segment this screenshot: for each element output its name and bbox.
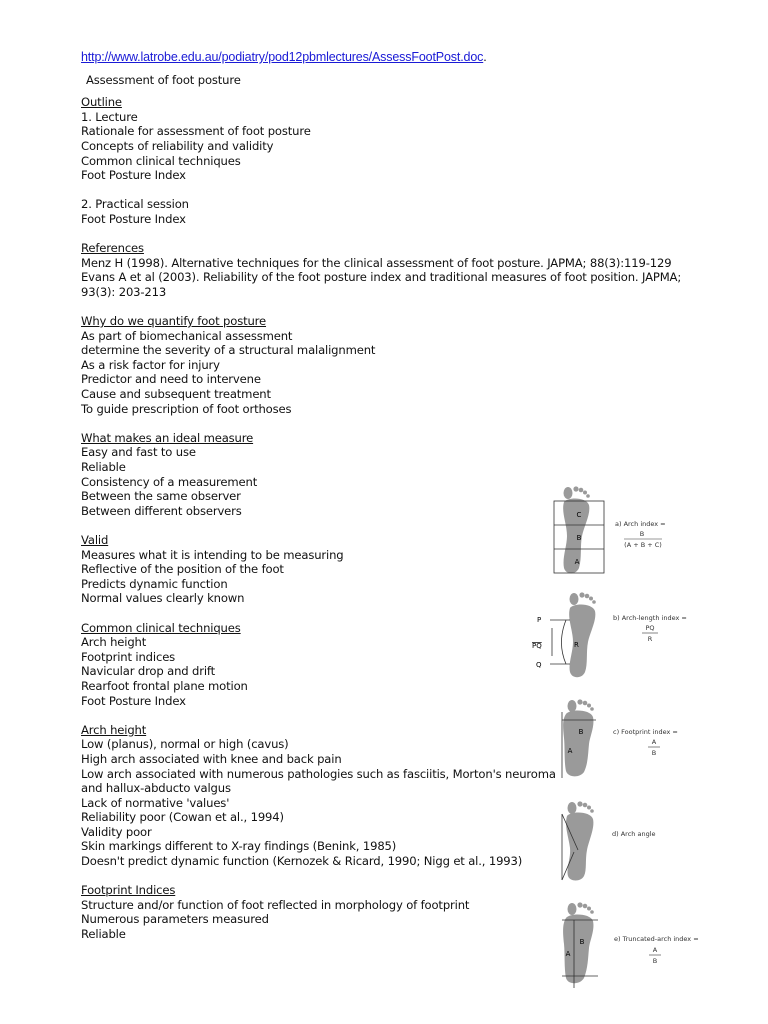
source-url-line <box>81 50 701 65</box>
arch-height-line: Lack of normative 'values' <box>81 795 230 810</box>
figure-arch-length-index <box>530 590 705 682</box>
formula-denominator: R <box>647 635 653 643</box>
caption-arch-angle: d) Arch angle <box>612 830 656 838</box>
why-line: To guide prescription of foot orthoses <box>81 401 292 416</box>
page-title: Assessment of foot posture <box>86 72 241 87</box>
label-a: A <box>567 747 573 755</box>
formula-denominator: (A + B + C) <box>624 541 662 549</box>
outline-line: Concepts of reliability and validity <box>81 138 274 153</box>
label-q: Q <box>536 661 542 669</box>
label-a: A <box>565 950 571 958</box>
reference-item: Menz H (1998). Alternative techniques for the clinical assessment of foot posture. JAPMA; 88(3):119-129 <box>81 255 672 270</box>
arch-height-line: Doesn't predict dynamic function (Kernozek & Ricard, 1990; Nigg et al., 1993) <box>81 854 523 869</box>
label-b: B <box>579 938 585 946</box>
ideal-line: Reliable <box>81 460 126 475</box>
caption-footprint-index: c) Footprint index = <box>613 728 678 736</box>
formula-numerator: A <box>652 946 658 954</box>
valid-line: Measures what it is intending to be measuring <box>81 547 344 562</box>
outline-line: Rationale for assessment of foot posture <box>81 124 311 139</box>
label-c: C <box>576 511 582 519</box>
label-r: R <box>574 641 579 649</box>
references-heading: References <box>81 241 144 256</box>
clinical-heading: Common clinical techniques <box>81 620 241 635</box>
label-b: B <box>578 728 584 736</box>
source-url-link[interactable]: http://www.latrobe.edu.au/podiatry/pod12pbmlectures/AssessFootPost.doc <box>81 50 484 64</box>
arch-height-line: High arch associated with knee and back pain <box>81 751 342 766</box>
formula-numerator: PQ <box>645 624 655 632</box>
outline-line: Common clinical techniques <box>81 153 241 168</box>
ideal-line: Between different observers <box>81 503 242 518</box>
ideal-line: Consistency of a measurement <box>81 474 258 489</box>
caption-arch-length-index: b) Arch-length index = <box>613 614 687 622</box>
label-p: P <box>537 616 542 624</box>
footprint-line: Structure and/or function of foot reflected in morphology of footprint <box>81 897 470 912</box>
footprint-graphic <box>569 592 596 677</box>
figure-arch-angle <box>548 800 708 882</box>
clinical-line: Rearfoot frontal plane motion <box>81 678 248 693</box>
why-line: determine the severity of a structural malalignment <box>81 343 376 358</box>
arch-height-line: Validity poor <box>81 824 152 839</box>
outline-line: 2. Practical session <box>81 197 189 212</box>
arch-height-line: Low arch associated with numerous pathologies such as fasciitis, Morton's neuroma <box>81 766 556 781</box>
footprint-heading: Footprint Indices <box>81 883 176 898</box>
clinical-line: Foot Posture Index <box>81 693 186 708</box>
valid-line: Reflective of the position of the foot <box>81 562 284 577</box>
outline-line: Foot Posture Index <box>81 168 186 183</box>
figure-truncated-arch-index <box>548 900 718 992</box>
figure-footprint-index <box>550 698 710 780</box>
arch-height-heading: Arch height <box>81 722 147 737</box>
arch-height-line: and hallux-abducto valgus <box>81 781 231 796</box>
valid-heading: Valid <box>81 533 109 547</box>
valid-line: Predicts dynamic function <box>81 576 228 591</box>
why-line: Cause and subsequent treatment <box>81 387 271 402</box>
figure-arch-index <box>546 484 706 576</box>
outline-line: Foot Posture Index <box>81 211 186 226</box>
url-suffix: . <box>483 50 487 64</box>
why-line: Predictor and need to intervene <box>81 372 261 387</box>
clinical-line: Navicular drop and drift <box>81 664 216 679</box>
ideal-line: Between the same observer <box>81 489 241 504</box>
outline-line: 1. Lecture <box>81 109 138 124</box>
footprint-graphic <box>566 801 594 880</box>
formula-denominator: B <box>651 749 657 757</box>
clinical-line: Footprint indices <box>81 649 176 664</box>
footprint-graphic <box>563 902 594 983</box>
why-line: As part of biomechanical assessment <box>81 328 293 343</box>
why-heading: Why do we quantify foot posture <box>81 314 267 329</box>
ideal-heading: What makes an ideal measure <box>81 430 254 445</box>
caption-arch-index: a) Arch index = <box>615 520 666 528</box>
caption-truncated-arch-index: e) Truncated-arch index = <box>614 935 699 943</box>
formula-numerator: A <box>651 738 657 746</box>
formula-numerator: B <box>639 530 645 538</box>
formula-denominator: B <box>652 957 658 965</box>
footprint-line: Reliable <box>81 927 126 942</box>
arch-height-line: Skin markings different to X-ray findings (Benink, 1985) <box>81 839 397 854</box>
footprint-line: Numerous parameters measured <box>81 912 269 927</box>
clinical-line: Arch height <box>81 635 147 650</box>
why-line: As a risk factor for injury <box>81 357 220 372</box>
label-b: B <box>576 534 582 542</box>
arch-height-line: Low (planus), normal or high (cavus) <box>81 737 289 752</box>
reference-item: Evans A et al (2003). Reliability of the foot posture index and traditional measures of foot position. JAPMA; 93(3): 203-213 <box>81 270 682 299</box>
arch-height-line: Reliability poor (Cowan et al., 1994) <box>81 810 284 825</box>
label-pq: PQ <box>532 642 542 650</box>
outline-heading: Outline <box>81 95 122 110</box>
valid-line: Normal values clearly known <box>81 591 245 606</box>
label-a: A <box>574 558 580 566</box>
footprint-graphic <box>563 699 594 776</box>
ideal-line: Easy and fast to use <box>81 445 196 460</box>
